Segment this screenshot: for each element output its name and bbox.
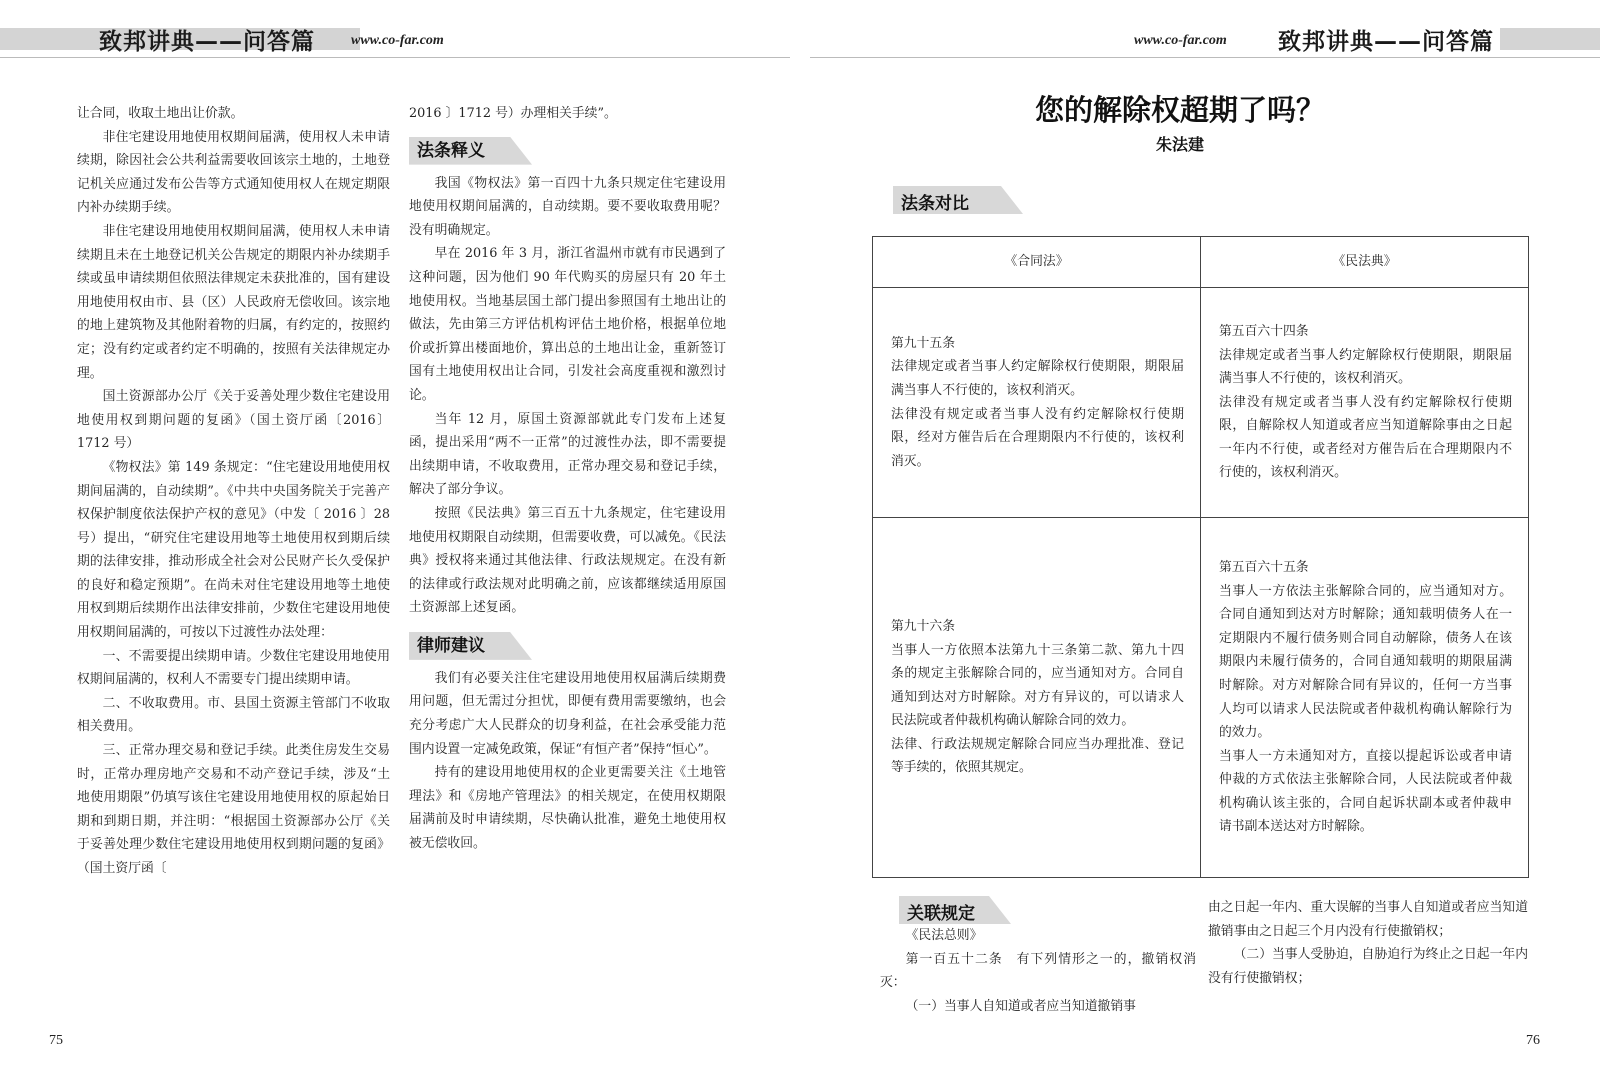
paragraph: 《物权法》第 149 条规定：“住宅建设用地使用权期间届满的，自动续期”。《中共中央国务院关于完善产权保护制度依法保护产权的意见》（中发〔 2016 〕28 号）提出，“研究住宅建设用地等土地使用权到期后续期的法律安排，推动形成全社会对公民财产长久受保护的良好和稳定预期”。在尚未对住宅建设用地等土地使用权到期后续期作出法律安排前，少数住宅建设用地使用权期间届满的，可按以下过渡性办法处理： — [77, 459, 390, 641]
paragraph: 我国《物权法》第一百四十九条只规定住宅建设用地使用权期间届满的，自动续期。要不要收取费用呢？没有明确规定。 — [409, 175, 726, 238]
table-row — [873, 518, 1529, 878]
article-text: 法律、行政法规规定解除合同应当办理批准、登记等手续的，依照其规定。 — [891, 736, 1184, 776]
table-cell — [873, 518, 1201, 878]
left-column-2 — [409, 102, 726, 856]
paragraph: 我们有必要关注住宅建设用地使用权届满后续期费用问题，但无需过分担忧，即便有费用需要缴纳，也会充分考虑广大人民群众的切身利益，在社会承受能力范围内设置一定减免政策，保证“有恒产者”保持“恒心”。 — [409, 670, 726, 757]
article-text: 当事人一方依照本法第九十三条第二款、第九十四条的规定主张解除合同的，应当通知对方。合同自通知到达对方时解除。对方有异议的，可以请求人民法院或者仲裁机构确认解除合同的效力。 — [891, 642, 1184, 729]
paragraph: 非住宅建设用地使用权期间届满，使用权人未申请续期且未在土地登记机关公告规定的期限内补办续期手续或虽申请续期但依照法律规定未获批准的，国有建设用地使用权由市、县（区）人民政府无偿收回。该宗地的地上建筑物及其他附着物的归属，有约定的，按照约定；没有约定或者约定不明确的，按照有关法律规定办理。 — [77, 223, 390, 381]
table-row — [873, 288, 1529, 518]
article-text: 当事人一方未通知对方，直接以提起诉讼或者申请仲裁的方式依法主张解除合同，人民法院或者仲裁机构确认该主张的，合同自起诉状副本或者仲裁申请书副本送达对方时解除。 — [1219, 748, 1512, 835]
section-heading-label: 关联规定 — [907, 904, 975, 924]
article-text: 法律没有规定或者当事人没有约定解除权行使期限，自解除权人知道或者应当知道解除事由之日起一年内不行使，或者经对方催告后在合理期限内不行使的，该权利消灭。 — [1219, 394, 1512, 481]
table-cell — [1201, 288, 1529, 518]
table-header-cell: 《合同法》 — [873, 237, 1201, 288]
article-number: 第九十六条 — [891, 618, 955, 634]
interpretation-body — [409, 172, 726, 620]
paragraph: 让合同，收取土地出让价款。 — [77, 106, 244, 121]
article-author: 朱法建 — [1155, 135, 1204, 154]
table-cell — [873, 288, 1201, 518]
right-header-url[interactable]: www.co-far.com — [1134, 33, 1227, 48]
section-heading-label: 律师建议 — [417, 635, 485, 656]
right-header-title: 致邦讲典——问答篇 — [1278, 29, 1494, 55]
table-header-row — [873, 237, 1529, 288]
paragraph: 一、不需要提出续期申请。少数住宅建设用地使用权期间届满的，权利人不需要专门提出续期申请。 — [77, 648, 390, 688]
paragraph: 非住宅建设用地使用权期间届满，使用权人未申请续期，除因社会公共利益需要收回该宗土地的，土地登记机关应通过发布公告等方式通知使用权人在规定期限内补办续期手续。 — [77, 129, 390, 216]
left-header-title: 致邦讲典——问答篇 — [99, 29, 315, 55]
article-text: 法律没有规定或者当事人没有约定解除权行使期限，经对方催告后在合理期限内不行使的，该权利消灭。 — [891, 406, 1184, 469]
right-header-rule — [810, 57, 1600, 58]
paragraph: 国土资源部办公厅《关于妥善处理少数住宅建设用地使用权到期问题的复函》（国土资厅函〔2016〕1712 号） — [77, 389, 390, 452]
section-heading-label: 法条释义 — [417, 140, 485, 161]
paragraph: 由之日起一年内、重大误解的当事人自知道或者应当知道撤销事由之日起三个月内没有行使撤销权； — [1208, 900, 1528, 939]
paragraph: 三、正常办理交易和登记手续。此类住房发生交易时，正常办理房地产交易和不动产登记手续，涉及“土地使用期限”仍填写该住宅建设用地使用权的原起始日期和到期日期，并注明：“根据国土资源部办公厅《关于妥善处理少数住宅建设用地使用权到期问题的复函》（国土资厅函〔 — [77, 743, 390, 876]
article-text: 法律规定或者当事人约定解除权行使期限，期限届满当事人不行使的，该权利消灭。 — [1219, 347, 1512, 387]
law-comparison-table — [872, 236, 1529, 878]
related-column-1 — [880, 924, 1196, 1018]
paragraph: 当年 12 月，原国土资源部就此专门发布上述复函，提出采用“两不一正常”的过渡性办法，即不需要提出续期申请，不收取费用，正常办理交易和登记手续，解决了部分争议。 — [409, 411, 726, 498]
left-header-url[interactable]: www.co-far.com — [351, 33, 444, 48]
article-text: 当事人一方依法主张解除合同的，应当通知对方。合同自通知到达对方时解除；通知载明债务人在一定期限内不履行债务则合同自动解除，债务人在该期限内未履行债务的，合同自通知载明的期限届满时解除。对方对解除合同有异议的，任何一方当事人均可以请求人民法院或者仲裁机构确认解除行为的效力。 — [1219, 583, 1512, 741]
right-header-band — [1500, 28, 1600, 50]
col2-intro: 2016 〕1712 号）办理相关手续”。 — [409, 106, 617, 121]
section-heading-advice — [409, 632, 726, 660]
paragraph: 持有的建设用地使用权的企业更需要关注《土地管理法》和《房地产管理法》的相关规定，在使用权期限届满前及时申请续期，尽快确认批准，避免土地使用权被无偿收回。 — [409, 765, 726, 852]
section-heading-interpretation — [409, 137, 726, 165]
article-text: 法律规定或者当事人约定解除权行使期限，期限届满当事人不行使的，该权利消灭。 — [891, 359, 1184, 398]
article-number: 第九十五条 — [891, 335, 955, 351]
paragraph: 二、不收取费用。市、县国土资源主管部门不收取相关费用。 — [77, 695, 390, 735]
table-header-cell: 《民法典》 — [1201, 237, 1529, 288]
paragraph: （二）当事人受胁迫，自胁迫行为终止之日起一年内没有行使撤销权； — [1208, 947, 1528, 986]
section-heading-related — [899, 896, 1011, 924]
page-number-right: 76 — [1526, 1033, 1540, 1048]
related-column-2 — [1208, 896, 1528, 990]
page-number-left: 75 — [49, 1033, 63, 1048]
left-header-rule — [0, 57, 790, 58]
left-column-1 — [77, 102, 390, 881]
paragraph: 《民法总则》 — [905, 928, 983, 943]
paragraph: 按照《民法典》第三百五十九条规定，住宅建设用地使用权期限自动续期，但需要收费，可以减免。《民法典》授权将来通过其他法律、行政法规规定。在没有新的法律或行政法规对此明确之前，应该都继续适用原国土资源部上述复函。 — [409, 505, 726, 616]
table-cell — [1201, 518, 1529, 878]
article-number: 第五百六十四条 — [1219, 323, 1309, 339]
paragraph: 第一百五十二条 有下列情形之一的，撤销权消灭： — [880, 951, 1196, 991]
article-title: 您的解除权超期了吗？ — [1034, 93, 1325, 127]
section-heading-comparison — [893, 186, 1023, 214]
article-number: 第五百六十五条 — [1219, 559, 1309, 575]
paragraph: 早在 2016 年 3 月，浙江省温州市就有市民遇到了这种问题，因为他们 90 年代购买的房屋只有 20 年土地使用权。当地基层国土部门提出参照国有土地出让的做法，先由第三方评估机构评估土地价格，根据单位地价或折算出楼面地价，算出总的土地出让金，重新签订国有土地使用权出让合同，引发社会高度重视和激烈讨论。 — [409, 246, 726, 403]
advice-body — [409, 667, 726, 856]
section-heading-label: 法条对比 — [901, 194, 969, 214]
paragraph: （一）当事人自知道或者应当知道撤销事 — [905, 998, 1136, 1014]
